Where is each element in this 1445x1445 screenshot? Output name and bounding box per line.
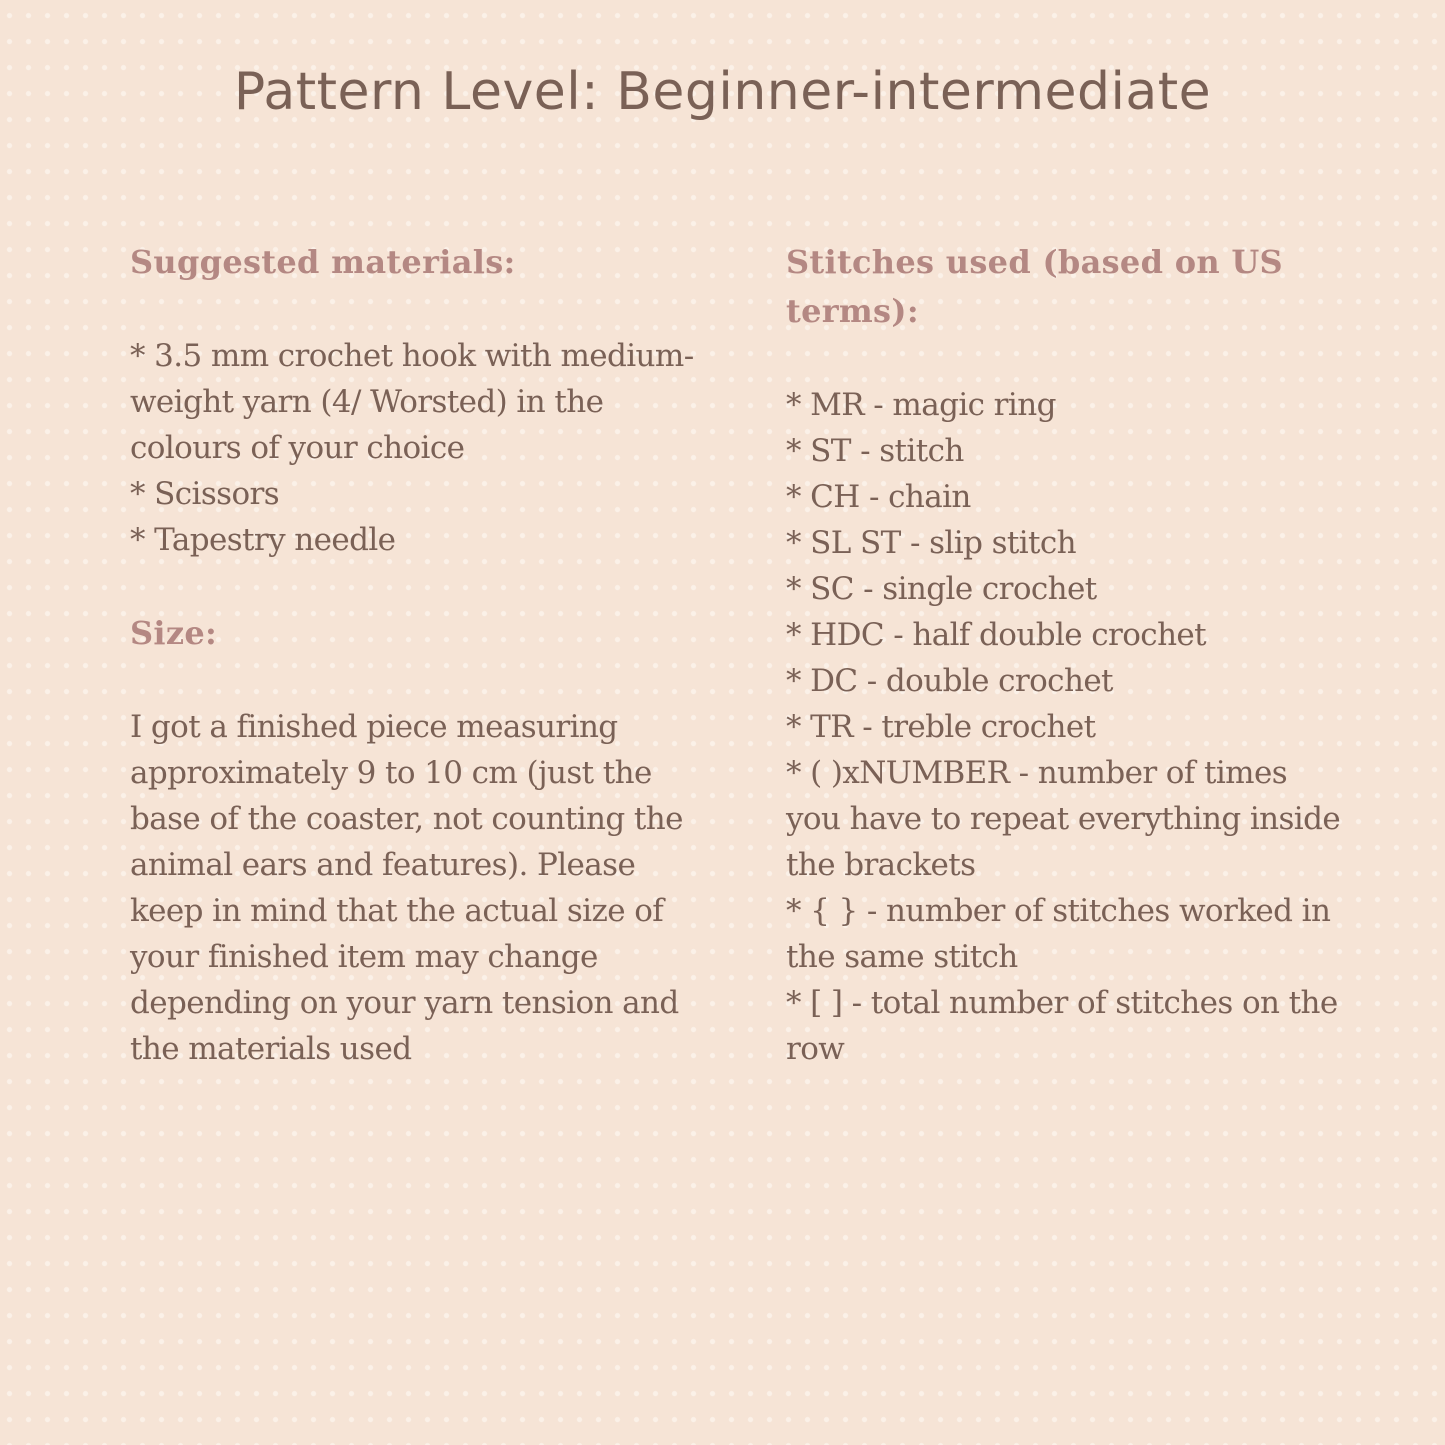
right-column	[786, 238, 1346, 1072]
left-column	[130, 238, 705, 1072]
stitches-heading: Stitches used (based on US terms):	[786, 243, 1283, 330]
stitch-item-mr: * MR - magic ring	[786, 387, 1056, 423]
stitches-list	[786, 382, 1346, 1072]
stitch-item-total: * [ ] - total number of stitches on the row	[786, 985, 1338, 1067]
page-title: Pattern Level: Beginner-intermediate	[233, 62, 1212, 122]
material-item-hook: * 3.5 mm crochet hook with medium-weight yarn (4/ Worsted) in the colours of your choice	[130, 338, 694, 466]
stitch-item-same-stitch: * { } - number of stitches worked in the same stitch	[786, 893, 1331, 975]
stitch-item-ch: * CH - chain	[786, 479, 971, 515]
stitch-item-sc: * SC - single crochet	[786, 571, 1097, 607]
size-description: I got a finished piece measuring approximately 9 to 10 cm (just the base of the coaster, not counting the animal ears and features). Please keep in mind that the actual size of your finished item may change depending on your yarn tension and the materials used	[130, 709, 683, 1067]
size-heading: Size:	[130, 614, 218, 652]
material-item-needle: * Tapestry needle	[130, 522, 396, 558]
stitch-item-hdc: * HDC - half double crochet	[786, 617, 1207, 653]
stitch-item-repeat: * ( )xNUMBER - number of times you have to repeat everything inside the brackets	[786, 755, 1341, 883]
stitch-item-tr: * TR - treble crochet	[786, 709, 1096, 745]
materials-list	[130, 333, 705, 563]
materials-heading: Suggested materials:	[130, 243, 516, 281]
stitch-item-dc: * DC - double crochet	[786, 663, 1113, 699]
stitch-item-sl-st: * SL ST - slip stitch	[786, 525, 1077, 561]
material-item-scissors: * Scissors	[130, 476, 280, 512]
stitch-item-st: * ST - stitch	[786, 433, 964, 469]
